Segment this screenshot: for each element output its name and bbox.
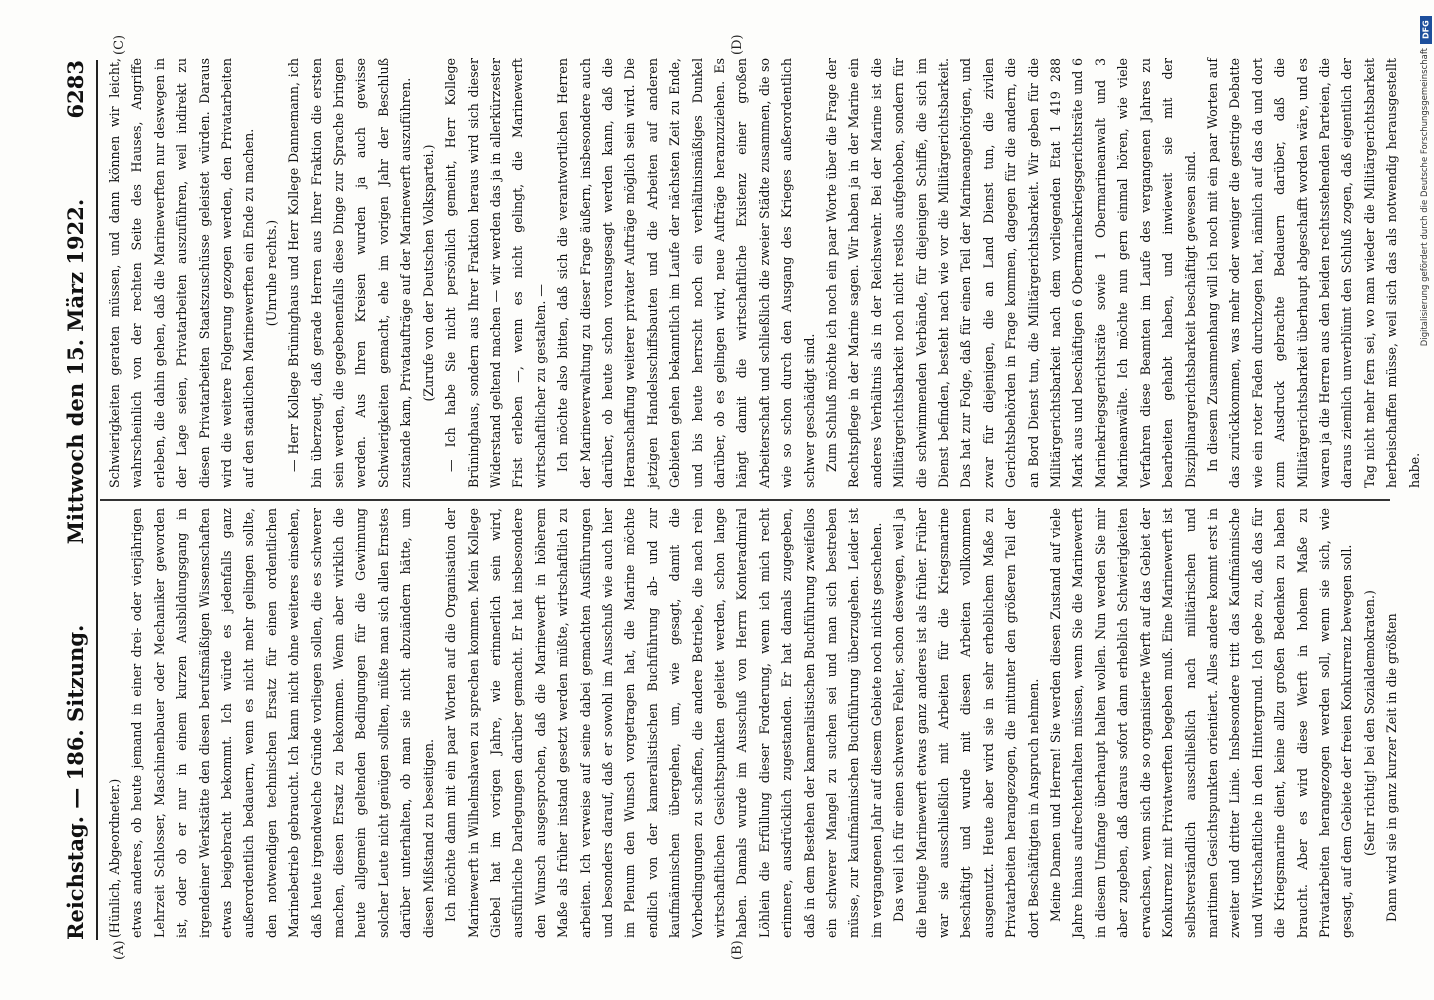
paragraph: — Ich habe Sie nicht persönlich gemeint, Herr Kollege Brüninghaus, sondern aus Ihrer Fraktion heraus wird sich dieser Widerstand geltend machen — wir werden das ja in allerkürzester Frist erleben —, wenn es nicht gelingt, die Marinewerft wirtschaftlicher zu gestalten. — <box>443 58 548 488</box>
header-rule <box>96 60 98 940</box>
digitization-note: Digitalisierung gefördert durch die Deutsche Forschungsgemeinschaft <box>1420 48 1430 347</box>
paragraph: Ich möchte also bitten, daß sich die verantwortlichen Herren der Marineverwaltung zu dieser Frage äußern, insbesondere auch darüber, ob heute schon vorausgesagt werden kann, daß die Heranschaffung weiterer privater Aufträge möglich sein wird. Die jetzigen Handelsschiffsbauten und die Arbeiten auf anderen Gebieten gehen bekanntlich im Laufe der nächsten Zeit zu Ende, und bis heute herrscht noch ein verhältnismäßiges Dunkel darüber, ob es gelingen wird, neue Aufträge heranzuziehen. Es hängt damit die wirtschaftliche Existenz einer großen Arbeiterschaft und schließlich die zweier Städte zusammen, die so wie so schon durch den Ausgang des Krieges außerordentlich schwer geschädigt sind. <box>555 58 817 488</box>
paragraph: — Herr Kollege Brüninghaus und Herr Kollege Dannemann, ich bin überzeugt, daß gerade Herren aus Ihrer Fraktion die ersten sein werden, die gegebenenfalls diese Dinge zur Sprache bringen werden. Aus Ihren Kreisen wurden ja auch gewisse Schwierigkeiten gemacht, ehe im vorigen Jahr der Beschluß zustande kam, Privataufträge auf der Marinewerft auszuführen. <box>286 58 414 488</box>
interjection: (Sehr richtig! bei den Sozialdemokraten.) <box>1361 590 1377 856</box>
paragraph: Das weil ich für einen schweren Fehler, schon deswegen, weil ja die heutige Marinewerft etwas ganz anderes ist als früher. Früher war sie ausschließlich mit Arbeiten für die Kriegsmarine beschäftigt und wurde mit diesen Arbeiten vollkommen ausgenutzt. Heute aber wird sie in sehr erheblichem Maße zu Privatarbeiten herangezogen, die mitunter den größeren Teil der dort Beschäftigten in Anspruch nehmen. <box>891 508 1041 938</box>
paragraph: In diesem Zusammenhang will ich noch mit ein paar Worten auf das zurückkommen, was mehr oder weniger die gestrige Debatte wie ein roter Faden durchzogen hat, nämlich auf das da und dort zum Ausdruck gebrachte Bedauern darüber, daß die Militärgerichtsbarkeit überhaupt abgeschafft worden wäre, und es waren ja die Herren aus den beiden rechtsstehenden Parteien, die daraus ziemlich unverblümt den Schluß zogen, daß eigentlich der Tag nicht mehr fern sei, wo man wieder die Militärgerichtsbarkeit herbeischaffen müsse, weil sich das als notwendig herausgestellt habe. <box>1204 58 1422 488</box>
speaker-label: (Hünlich, Abgeordneter.) <box>107 778 122 938</box>
header-date: Mittwoch den 15. März 1922. <box>62 198 88 545</box>
interjection: (Zurufe von der Deutschen Volkspartei.) <box>420 144 436 402</box>
paragraph: Dann wird sie in ganz kurzer Zeit in die größten <box>1384 613 1400 922</box>
header-left: Reichstag. — 186. Sitzung. <box>62 624 88 940</box>
paragraph: Zum Schluß möchte ich noch ein paar Worte über die Frage der Rechtspflege in der Marine sagen. Wir haben ja in der Marine ein anderes Verhältnis als in der Reichswehr. Bei der Marine ist die Militärgerichtsbarkeit noch nicht restlos aufgehoben, sondern für die schwimmenden Verbände, für diejenigen Schiffe, die sich im Dienst befinden, besteht nach wie vor die Militärgerichtsbarkeit. Das hat zur Folge, daß für einen Teil der Marineangehörigen, und zwar für diejenigen, die an Land Dienst tun, die zivilen Gerichtsbehörden in Frage kommen, dagegen für die andern, die an Bord Dienst tun, die Militärgerichtsbarkeit. Wir geben für die Militärgerichtsbarkeit nach dem vorliegenden Etat 1 419 288 Mark aus und beschäftigen 6 Obermarinekriegsgerichtsräte und 6 Marinekriegsgerichtsräte sowie 1 Obermarineanwalt und 3 Marineanwälte. Ich möchte nun gern einmal hören, wie viele Verfahren diese Beamten im Laufe des vergangenen Jahres zu bearbeiten gehabt haben, und inwieweit sie mit der Disziplinargerichtsbarkeit beschäftigt gewesen sind. <box>824 58 1198 488</box>
page-header <box>58 60 92 940</box>
paragraph: Ich möchte dann mit ein paar Worten auf die Organisation der Marinewerft in Wilhelmshaven zu sprechen kommen. Mein Kollege Giebel hat im vorigen Jahre, wie erinnerlich sein wird, ausführliche Darlegungen darüber gemacht. Er hat insbesondere den Wunsch ausgesprochen, daß die Marinewerft in höherem Maße als früher instand gesetzt werden müßte, wirtschaftlich zu arbeiten. Ich verweise auf seine dabei gemachten Ausführungen und besonders darauf, daß er sowohl im Ausschuß wie auch hier im Plenum den Wunsch vorgetragen hat, die Marine möchte endlich von der kameralistischen Buchführung ab- und zur kaufmännischen übergehen, um, wie gesagt, damit die Vorbedingungen zu schaffen, die andere Betriebe, die nach rein wirtschaftlichen Gesichtspunkten geleitet werden, schon lange haben. Damals wurde im Ausschuß von Herrn Konteradmiral Löhlein die Erfüllung dieser Forderung, wenn ich mich recht erinnere, ausdrücklich zugestanden. Er hat damals zugegeben, daß in dem Bestehen der kameralistischen Buchführung zweifellos ein schwerer Mangel zu suchen sei und man sich bestreben müsse, zur kaufmännischen Buchführung überzugehen. Leider ist im vergangenen Jahr auf diesem Gebiete noch nichts geschehen. <box>443 508 884 938</box>
paragraph: Schwierigkeiten geraten müssen, und dann können wir leicht, wahrscheinlich von der rechten Seite des Hauses, Angriffe erleben, die dahin gehen, daß die Marinewerften nur deswegen in der Lage seien, Privatarbeiten auszuführen, weil indirekt zu diesen Privatarbeiten Staatszuschüsse geleistet würden. Daraus wird die weitere Folgerung gezogen werden, den Privatarbeiten auf den staatlichen Marinewerften ein Ende zu machen. <box>107 58 257 488</box>
interjection: (Unruhe rechts.) <box>263 219 279 327</box>
page-number: 6283 <box>62 60 88 119</box>
margin-marker-a: (A) <box>112 940 127 960</box>
paragraph: Meine Damen und Herren! Sie werden diesen Zustand auf viele Jahre hinaus aufrechterhalten müssen, wenn Sie die Marinewerft in diesem Umfange überhaupt halten wollen. Nun werden Sie mir aber zugeben, daß daraus sofort dann erheblich Schwierigkeiten erwachsen, wenn sich die so organisierte Werft auf das Gebiet der Konkurrenz mit Privatwerften begeben muß. Eine Marinewerft ist selbstverständlich ausschließlich nach militärischen und maritimen Gesichtspunkten orientiert. Alles andere kommt erst in zweiter und dritter Linie. Insbesondere tritt das Kaufmännische und Wirtschaftliche in den Hintergrund. Ich gebe zu, daß das für die Kriegsmarine dient, keine allzu großen Bedenken zu haben braucht. Aber es wird diese Werft in hohem Maße zu Privatarbeiten herangezogen werden soll, wenn sie sich, wie gesagt, auf dem Gebiete der freien Konkurrenz bewegen soll. <box>1048 508 1355 938</box>
margin-marker-b: (B) <box>730 940 745 960</box>
paragraph: etwas anderes, ob heute jemand in einer drei- oder vierjährigen Lehrzeit Schlosser, Maschinenbauer oder Mechaniker geworden ist, oder ob er nur in einem kurzen Ausbildungsgang in irgendeiner Werkstätte den diesen berufsmäßigen Wissenschaften etwas beigebracht bekommt. Ich würde es jedenfalls ganz außerordentlich bedauern, wenn es nicht mehr gelingen sollte, den notwendigen technischen Ersatz für einen ordentlichen Marinebetrieb gebraucht. Ich kann nicht ohne weiteres einsehen, daß heute irgendwelche Gründe vorliegen sollen, die es schwerer machen, diesen Ersatz zu bekommen. Wenn aber wirklich die heute allgemein geltenden Bedingungen für die Gewinnung solcher Leute nicht genügen sollten, müßte man sich allen Ernstes darüber unterhalten, ob man sie nicht abzuändern hätte, um diesen Mißstand zu beseitigen. <box>129 508 436 938</box>
right-column <box>104 58 1422 488</box>
column-divider <box>100 500 1390 502</box>
margin-marker-c: (C) <box>112 34 127 55</box>
margin-marker-d: (D) <box>730 34 745 55</box>
dfg-logo: DFG <box>1420 16 1432 44</box>
digitization-sidebar <box>1418 8 1434 998</box>
left-column <box>104 508 1400 938</box>
